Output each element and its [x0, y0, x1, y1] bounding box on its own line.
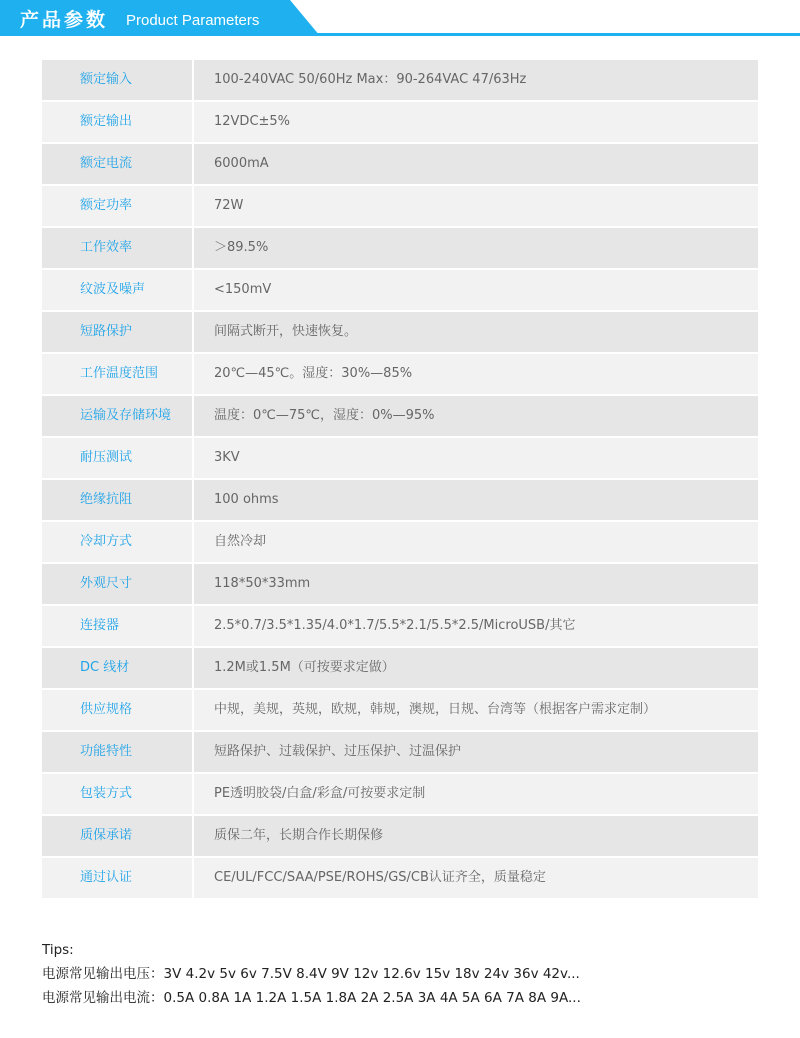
param-value: PE透明胶袋/白盒/彩盒/可按要求定制	[194, 774, 758, 814]
param-label: 短路保护	[42, 312, 192, 352]
parameter-table	[42, 60, 758, 900]
param-label: 质保承诺	[42, 816, 192, 856]
tips-title: Tips:	[42, 942, 74, 958]
param-value: 6000mA	[194, 144, 758, 184]
param-label: 功能特性	[42, 732, 192, 772]
table-row	[42, 438, 758, 478]
param-value: 短路保护、过载保护、过压保护、过温保护	[194, 732, 758, 772]
section-header	[0, 0, 800, 36]
param-value: 3KV	[194, 438, 758, 478]
table-row	[42, 396, 758, 436]
param-value: ＞89.5%	[194, 228, 758, 268]
param-label: 额定电流	[42, 144, 192, 184]
param-value: 中规，美规，英规，欧规，韩规，澳规，日规、台湾等（根据客户需求定制）	[194, 690, 758, 730]
header-title-cn: 产品参数	[20, 9, 109, 31]
table-row	[42, 186, 758, 226]
param-label: 冷却方式	[42, 522, 192, 562]
table-row	[42, 606, 758, 646]
param-value: 2.5*0.7/3.5*1.35/4.0*1.7/5.5*2.1/5.5*2.5/MicroUSB/其它	[194, 606, 758, 646]
param-label: 供应规格	[42, 690, 192, 730]
param-label: 包装方式	[42, 774, 192, 814]
param-value: 间隔式断开，快速恢复。	[194, 312, 758, 352]
table-row	[42, 522, 758, 562]
param-value: 1.2M或1.5M（可按要求定做）	[194, 648, 758, 688]
param-label: DC 线材	[42, 648, 192, 688]
table-row	[42, 564, 758, 604]
param-value: 100 ohms	[194, 480, 758, 520]
table-row	[42, 816, 758, 856]
table-row	[42, 480, 758, 520]
param-label: 纹波及噪声	[42, 270, 192, 310]
param-label: 额定功率	[42, 186, 192, 226]
param-value: 自然冷却	[194, 522, 758, 562]
param-label: 通过认证	[42, 858, 192, 898]
table-row	[42, 354, 758, 394]
table-row	[42, 102, 758, 142]
param-label: 额定输入	[42, 60, 192, 100]
table-row	[42, 774, 758, 814]
table-row	[42, 144, 758, 184]
table-row	[42, 648, 758, 688]
param-value: CE/UL/FCC/SAA/PSE/ROHS/GS/CB认证齐全，质量稳定	[194, 858, 758, 898]
tips-current-line: 电源常见输出电流：0.5A 0.8A 1A 1.2A 1.5A 1.8A 2A 2.5A 3A 4A 5A 6A 7A 8A 9A...	[42, 990, 581, 1006]
param-label: 额定输出	[42, 102, 192, 142]
param-label: 连接器	[42, 606, 192, 646]
table-row	[42, 732, 758, 772]
table-row	[42, 312, 758, 352]
param-value: 温度：0℃—75℃，湿度：0%—95%	[194, 396, 758, 436]
param-label: 运输及存储环境	[42, 396, 192, 436]
param-value: 质保二年，长期合作长期保修	[194, 816, 758, 856]
table-row	[42, 228, 758, 268]
param-value: 20℃—45℃。湿度：30%—85%	[194, 354, 758, 394]
param-value: 72W	[194, 186, 758, 226]
tips-voltage-line: 电源常见输出电压：3V 4.2v 5v 6v 7.5V 8.4V 9V 12v 12.6v 15v 18v 24v 36v 42v...	[42, 966, 580, 982]
param-value: 12VDC±5%	[194, 102, 758, 142]
param-value: 118*50*33mm	[194, 564, 758, 604]
param-value: 100-240VAC 50/60Hz Max：90-264VAC 47/63Hz	[194, 60, 758, 100]
param-label: 外观尺寸	[42, 564, 192, 604]
param-label: 绝缘抗阻	[42, 480, 192, 520]
tips-section	[42, 938, 581, 1010]
param-value: <150mV	[194, 270, 758, 310]
param-label: 耐压测试	[42, 438, 192, 478]
header-title-en: Product Parameters	[126, 12, 260, 29]
param-label: 工作效率	[42, 228, 192, 268]
table-row	[42, 858, 758, 898]
param-label: 工作温度范围	[42, 354, 192, 394]
table-row	[42, 270, 758, 310]
table-row	[42, 60, 758, 100]
table-row	[42, 690, 758, 730]
